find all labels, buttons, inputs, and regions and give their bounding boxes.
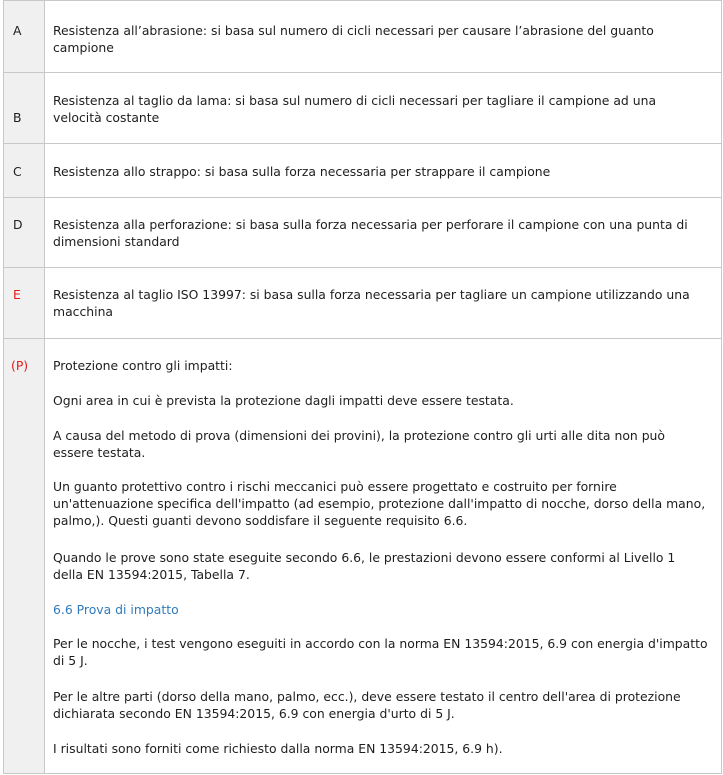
row-description: Resistenza allo strappo: si basa sulla forza necessaria per strappare il campione <box>53 164 551 179</box>
impact-paragraph: Quando le prove sono state eseguite secondo 6.6, le prestazioni devono essere conformi al Livello 1 della EN 13594:2015, Tabella 7. <box>53 550 676 582</box>
impact-paragraph: Un guanto protettivo contro i rischi meccanici può essere progettato e costruito per fornire un'attenuazione specifica dell'impatto (ad esempio, protezione dall'impatto di nocche, dorso della mano, palmo,). Questi guanti devono soddisfare il seguente requisito 6.6. <box>53 479 706 528</box>
row-description-cell <box>45 73 721 143</box>
row-code: E <box>13 287 21 302</box>
table-row <box>4 0 721 72</box>
row-description: Resistenza alla perforazione: si basa sulla forza necessaria per perforare il campione con una punta di dimensioni standard <box>53 217 688 249</box>
row-description-cell <box>45 339 721 773</box>
row-description-cell <box>45 1 721 72</box>
section-heading: 6.6 Prova di impatto <box>53 602 179 617</box>
row-code: A <box>13 23 22 38</box>
table-row <box>4 338 721 774</box>
row-description: Resistenza al taglio da lama: si basa sul numero di cicli necessari per tagliare il campione ad una velocità costante <box>53 93 657 125</box>
impact-paragraph: I risultati sono forniti come richiesto dalla norma EN 13594:2015, 6.9 h). <box>53 741 503 756</box>
row-description-cell <box>45 198 721 267</box>
row-description-cell <box>45 268 721 338</box>
row-description: Resistenza al taglio ISO 13997: si basa sulla forza necessaria per tagliare un campione utilizzando una macchina <box>53 287 690 319</box>
row-code-cell <box>4 339 45 773</box>
row-code-cell <box>4 268 45 338</box>
impact-paragraph: A causa del metodo di prova (dimensioni dei provini), la protezione contro gli urti alle dita non può essere testata. <box>53 428 665 460</box>
table-row <box>4 197 721 267</box>
row-description: Resistenza all’abrasione: si basa sul numero di cicli necessari per causare l’abrasione del guanto campione <box>53 23 654 55</box>
table-row <box>4 267 721 338</box>
row-code-cell <box>4 198 45 267</box>
row-code: D <box>13 217 23 232</box>
row-code: C <box>13 164 22 179</box>
row-code: B <box>13 110 22 125</box>
impact-paragraph: Ogni area in cui è prevista la protezione dagli impatti deve essere testata. <box>53 393 514 408</box>
impact-paragraph: Per le nocche, i test vengono eseguiti in accordo con la norma EN 13594:2015, 6.9 con energia d'impatto di 5 J. <box>53 636 708 668</box>
row-description-cell <box>45 144 721 197</box>
impact-paragraph: Per le altre parti (dorso della mano, palmo, ecc.), deve essere testato il centro dell'area di protezione dichiarata secondo EN 13594:2015, 6.9 con energia d'urto di 5 J. <box>53 689 681 721</box>
row-code: (P) <box>11 358 29 373</box>
row-code-cell <box>4 1 45 72</box>
row-code-cell <box>4 73 45 143</box>
table-row <box>4 72 721 143</box>
row-code-cell <box>4 144 45 197</box>
requirements-table <box>3 0 722 774</box>
impact-title: Protezione contro gli impatti: <box>53 358 233 373</box>
table-row <box>4 143 721 197</box>
